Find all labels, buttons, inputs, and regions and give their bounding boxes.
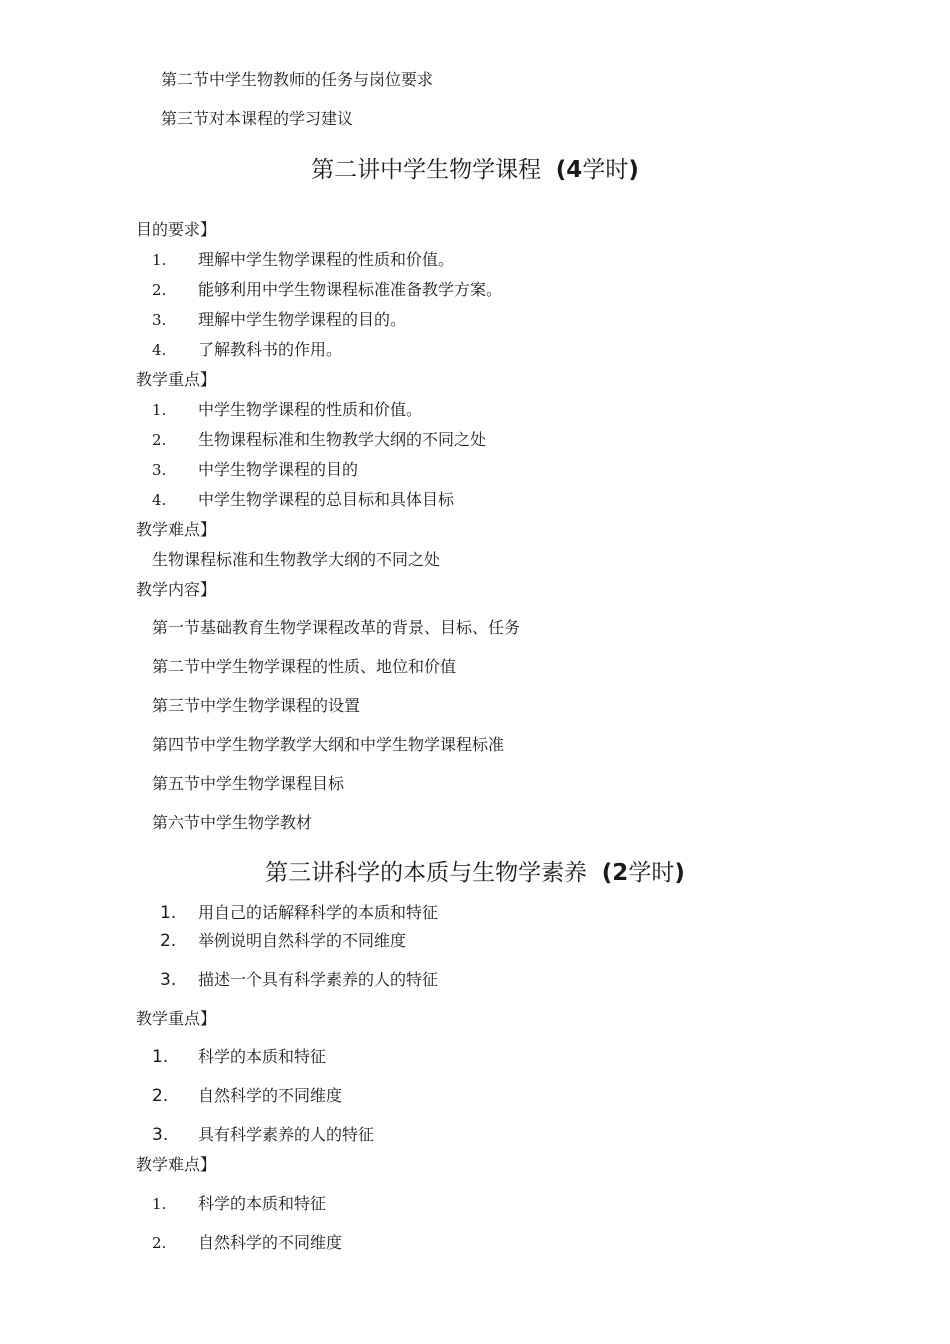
list-number: 3. <box>152 1125 169 1145</box>
list-item: 中学生物学课程的总目标和具体目标 <box>198 490 455 509</box>
list-number: 4. <box>152 491 167 509</box>
section-heading: 第三节对本课程的学习建议 <box>161 109 354 128</box>
list-item: 用自己的话解释科学的本质和特征 <box>198 903 439 922</box>
list-number: 1. <box>152 401 167 419</box>
list-number: 1. <box>152 1195 167 1213</box>
list-number: 1. <box>152 251 167 269</box>
section-heading: 第三节中学生物学课程的设置 <box>152 696 361 715</box>
list-item: 举例说明自然科学的不同维度 <box>198 931 407 950</box>
section-heading: 第一节基础教育生物学课程改革的背景、目标、任务 <box>152 618 521 637</box>
difficult-point: 生物课程标准和生物教学大纲的不同之处 <box>152 550 441 569</box>
key-points-heading: 教学重点】 <box>136 1009 217 1028</box>
list-item: 自然科学的不同维度 <box>198 1233 343 1252</box>
list-number: 2. <box>152 431 167 449</box>
list-item: 了解教科书的作用。 <box>198 340 343 359</box>
list-item: 中学生物学课程的目的 <box>198 460 359 479</box>
list-number: 2. <box>160 931 177 951</box>
lecture-title: 第三讲科学的本质与生物学素养 (2学时) <box>265 860 685 886</box>
list-item: 自然科学的不同维度 <box>198 1086 343 1105</box>
section-heading: 第二节中学生物教师的任务与岗位要求 <box>161 70 434 89</box>
list-item: 具有科学素养的人的特征 <box>198 1125 375 1144</box>
list-item: 中学生物学课程的性质和价值。 <box>198 400 423 419</box>
list-number: 4. <box>152 341 167 359</box>
list-number: 3. <box>152 461 167 479</box>
list-item: 生物课程标准和生物教学大纲的不同之处 <box>198 430 487 449</box>
list-number: 3. <box>152 311 167 329</box>
difficult-points-heading: 教学难点】 <box>136 1155 217 1174</box>
list-item: 科学的本质和特征 <box>198 1047 327 1066</box>
list-number: 2. <box>152 1234 167 1252</box>
list-number: 1. <box>152 1047 169 1067</box>
section-heading: 第五节中学生物学课程目标 <box>152 774 345 793</box>
list-item: 能够利用中学生物课程标准准备教学方案。 <box>198 280 503 299</box>
content-heading: 教学内容】 <box>136 580 217 599</box>
section-heading: 第六节中学生物学教材 <box>152 813 313 832</box>
list-item: 理解中学生物学课程的目的。 <box>198 310 407 329</box>
section-heading: 第四节中学生物学教学大纲和中学生物学课程标准 <box>152 735 505 754</box>
key-points-heading: 教学重点】 <box>136 370 217 389</box>
list-number: 3. <box>160 970 177 990</box>
list-item: 描述一个具有科学素养的人的特征 <box>198 970 439 989</box>
list-item: 科学的本质和特征 <box>198 1194 327 1213</box>
difficult-points-heading: 教学难点】 <box>136 520 217 539</box>
section-heading: 第二节中学生物学课程的性质、地位和价值 <box>152 657 457 676</box>
list-number: 2. <box>152 281 167 299</box>
list-number: 2. <box>152 1086 169 1106</box>
goals-heading: 目的要求】 <box>136 220 217 239</box>
lecture-title: 第二讲中学生物学课程 (4学时) <box>311 157 639 183</box>
list-item: 理解中学生物学课程的性质和价值。 <box>198 250 455 269</box>
list-number: 1. <box>160 903 177 923</box>
